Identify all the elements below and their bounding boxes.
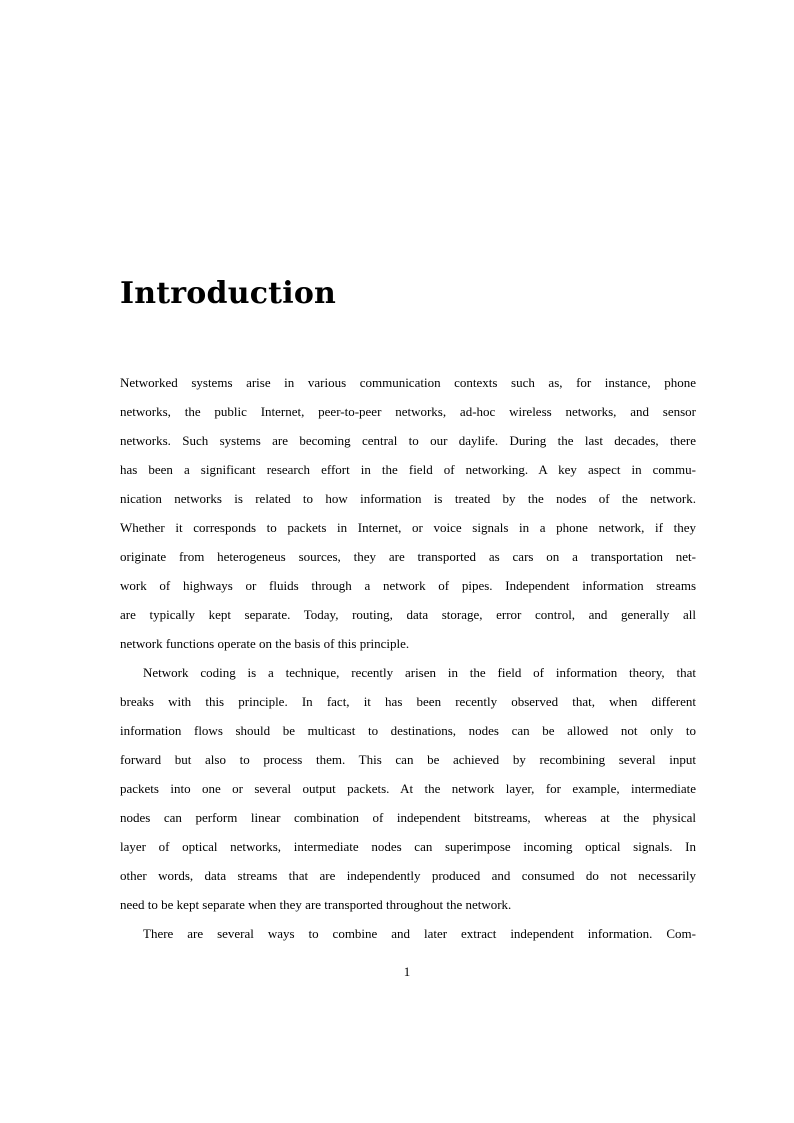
paragraph-1-line-8: work of highways or fluids through a network of pipes. Independent information streams (120, 578, 696, 593)
paragraph-1-line-5: nication networks is related to how information is treated by the nodes of the network. (120, 491, 696, 506)
paragraph-2-line-1: Network coding is a technique, recently arisen in the field of information theory, that (143, 665, 696, 680)
paragraph-2-line-9: need to be kept separate when they are transported throughout the network. (120, 897, 512, 912)
paragraph-2-line-2: breaks with this principle. In fact, it has been recently observed that, when different (120, 694, 696, 709)
paragraph-1-line-6: Whether it corresponds to packets in Internet, or voice signals in a phone network, if they (120, 520, 696, 535)
paragraph-2-line-3: information flows should be multicast to destinations, nodes can be allowed not only to (120, 723, 696, 738)
paragraph-1-line-4: has been a significant research effort in the field of networking. A key aspect in commu- (120, 462, 696, 477)
paragraph-3-line-1: There are several ways to combine and later extract independent information. Com- (143, 926, 696, 941)
paragraph-1-line-3: networks. Such systems are becoming central to our daylife. During the last decades, there (120, 433, 696, 448)
paragraph-2-line-5: packets into one or several output packets. At the network layer, for example, intermediate (120, 781, 696, 796)
page-number: 1 (403, 964, 411, 979)
paragraph-1-line-7: originate from heterogeneus sources, they are transported as cars on a transportation net- (120, 549, 696, 564)
paragraph-1-line-9: are typically kept separate. Today, routing, data storage, error control, and generally all (120, 607, 696, 622)
paragraph-1-line-10: network functions operate on the basis of this principle. (120, 636, 410, 651)
paragraph-2-line-8: other words, data streams that are independently produced and consumed do not necessarily (120, 868, 696, 883)
paragraph-1-line-1: Networked systems arise in various communication contexts such as, for instance, phone (120, 375, 696, 390)
paragraph-2-line-4: forward but also to process them. This can be achieved by recombining several input (120, 752, 696, 767)
chapter-title: Introduction (120, 276, 337, 311)
body-text (120, 368, 696, 948)
paragraph-2-line-7: layer of optical networks, intermediate nodes can superimpose incoming optical signals. In (120, 839, 696, 854)
paragraph-1-line-2: networks, the public Internet, peer-to-peer networks, ad-hoc wireless networks, and sensor (120, 404, 696, 419)
paragraph-2-line-6: nodes can perform linear combination of independent bitstreams, whereas at the physical (120, 810, 696, 825)
